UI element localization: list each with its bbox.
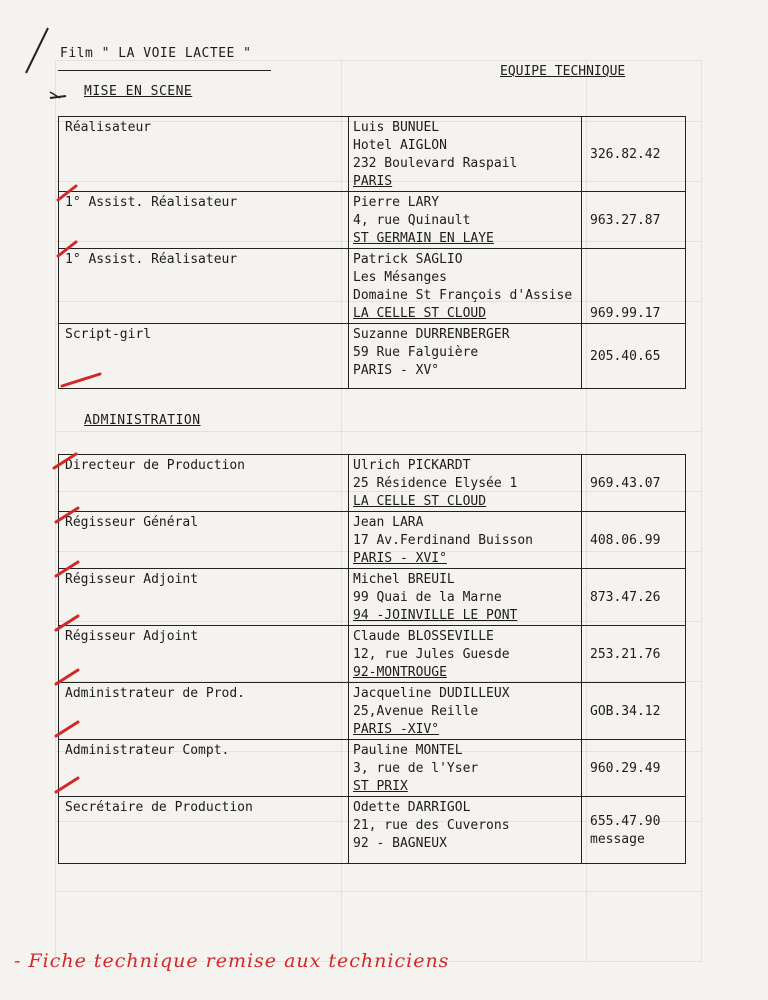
- contact-address: 25,Avenue Reille: [353, 704, 479, 719]
- contact-city: PARIS - XVI°: [353, 551, 447, 566]
- phone-cell: 960.29.49: [582, 740, 686, 797]
- contact-city: ST PRIX: [353, 779, 408, 794]
- phone-cell: 873.47.26: [582, 569, 686, 626]
- crew-table-administration: [58, 454, 686, 864]
- contact-cell: [349, 324, 582, 389]
- phone-number: 655.47.90: [590, 814, 661, 829]
- role-cell: Administrateur de Prod.: [59, 683, 349, 740]
- table-row: [59, 117, 686, 192]
- phone-cell: 969.99.17: [582, 249, 686, 324]
- role-cell: 1° Assist. Réalisateur: [59, 192, 349, 249]
- role-cell: Régisseur Adjoint: [59, 626, 349, 683]
- phone-cell: 253.21.76: [582, 626, 686, 683]
- staple-mark-icon: [20, 18, 80, 108]
- table-row: [59, 324, 686, 389]
- contact-cell: [349, 740, 582, 797]
- role-cell: Directeur de Production: [59, 455, 349, 512]
- contact-name: Suzanne DURRENBERGER: [353, 327, 510, 342]
- contact-name: Patrick SAGLIO: [353, 252, 463, 267]
- table-row: [59, 455, 686, 512]
- contact-name: Ulrich PICKARDT: [353, 458, 471, 473]
- handwritten-note: - Fiche technique remise aux techniciens: [14, 950, 450, 972]
- table-row: [59, 569, 686, 626]
- contact-address: 12, rue Jules Guesde: [353, 647, 510, 662]
- contact-name: Pauline MONTEL: [353, 743, 463, 758]
- role-cell: 1° Assist. Réalisateur: [59, 249, 349, 324]
- table-row: [59, 249, 686, 324]
- phone-cell: 326.82.42: [582, 117, 686, 192]
- phone-cell: GOB.34.12: [582, 683, 686, 740]
- table-row: [59, 797, 686, 864]
- contact-city: ST GERMAIN EN LAYE: [353, 231, 494, 246]
- phone-cell: 969.43.07: [582, 455, 686, 512]
- contact-cell: [349, 683, 582, 740]
- section-title-mise-en-scene: MISE EN SCENE: [84, 84, 193, 99]
- contact-cell: [349, 117, 582, 192]
- contact-cell: [349, 797, 582, 864]
- contact-address: Domaine St François d'Assise: [353, 288, 573, 303]
- contact-city: 92 - BAGNEUX: [353, 836, 447, 851]
- contact-address: 4, rue Quinault: [353, 213, 471, 228]
- contact-city: LA CELLE ST CLOUD: [353, 494, 487, 509]
- contact-cell: [349, 192, 582, 249]
- table-row: [59, 192, 686, 249]
- phone-cell: [582, 797, 686, 864]
- contact-name: Jean LARA: [353, 515, 424, 530]
- role-cell: Réalisateur: [59, 117, 349, 192]
- role-cell: Régisseur Général: [59, 512, 349, 569]
- contact-address: 25 Résidence Elysée 1: [353, 476, 518, 491]
- contact-address: 21, rue des Cuverons: [353, 818, 510, 833]
- contact-cell: [349, 626, 582, 683]
- phone-cell: 205.40.65: [582, 324, 686, 389]
- contact-address: 17 Av.Ferdinand Buisson: [353, 533, 534, 548]
- phone-note: message: [590, 832, 645, 847]
- film-title: Film " LA VOIE LACTEE ": [60, 46, 252, 61]
- contact-address: 232 Boulevard Raspail: [353, 156, 518, 171]
- contact-name: Pierre LARY: [353, 195, 440, 210]
- film-title-underline: [58, 70, 271, 71]
- contact-name: Luis BUNUEL: [353, 120, 440, 135]
- phone-cell: 963.27.87: [582, 192, 686, 249]
- contact-cell: [349, 455, 582, 512]
- role-cell: Script-girl: [59, 324, 349, 389]
- table-row: [59, 683, 686, 740]
- role-cell: Secrétaire de Production: [59, 797, 349, 864]
- contact-cell: [349, 512, 582, 569]
- contact-name: Odette DARRIGOL: [353, 800, 471, 815]
- contact-city: 92-MONTROUGE: [353, 665, 447, 680]
- crew-table-mise-en-scene: [58, 116, 686, 389]
- contact-cell: [349, 249, 582, 324]
- role-cell: Administrateur Compt.: [59, 740, 349, 797]
- contact-address: 59 Rue Falguière: [353, 345, 479, 360]
- contact-address: Hotel AIGLON: [353, 138, 447, 153]
- contact-address: 3, rue de l'Yser: [353, 761, 479, 776]
- team-heading: EQUIPE TECHNIQUE: [500, 64, 626, 79]
- contact-city: PARIS - XV°: [353, 363, 440, 378]
- role-cell: Régisseur Adjoint: [59, 569, 349, 626]
- section-title-administration: ADMINISTRATION: [84, 413, 201, 428]
- contact-name: Claude BLOSSEVILLE: [353, 629, 494, 644]
- contact-name: Michel BREUIL: [353, 572, 455, 587]
- contact-name: Jacqueline DUDILLEUX: [353, 686, 510, 701]
- contact-city: 94 -JOINVILLE LE PONT: [353, 608, 518, 623]
- contact-address: Les Mésanges: [353, 270, 447, 285]
- table-row: [59, 512, 686, 569]
- phone-cell: 408.06.99: [582, 512, 686, 569]
- contact-address: 99 Quai de la Marne: [353, 590, 502, 605]
- contact-city: LA CELLE ST CLOUD: [353, 306, 487, 321]
- contact-city: PARIS -XIV°: [353, 722, 440, 737]
- contact-city: PARIS: [353, 174, 393, 189]
- table-row: [59, 740, 686, 797]
- contact-cell: [349, 569, 582, 626]
- table-row: [59, 626, 686, 683]
